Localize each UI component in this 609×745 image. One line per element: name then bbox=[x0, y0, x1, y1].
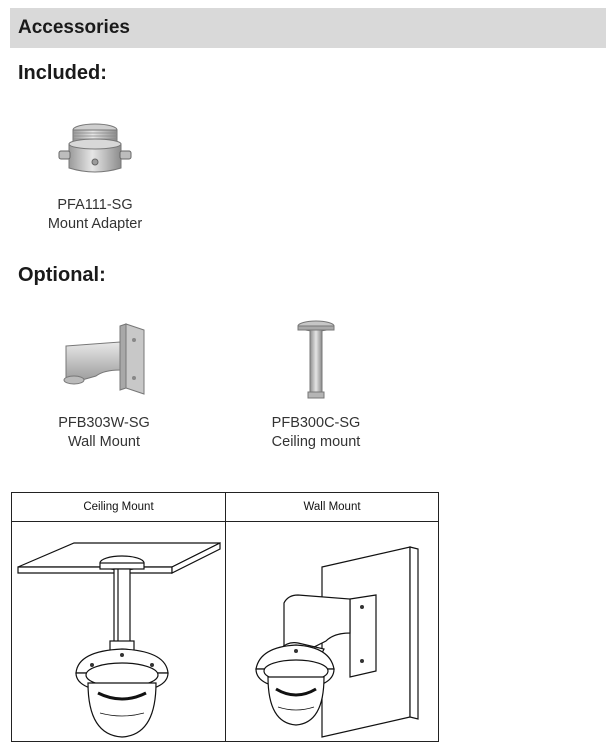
product-name: Wall Mount bbox=[68, 434, 140, 450]
included-heading: Included: bbox=[18, 62, 107, 84]
ceiling-mount-header: Ceiling Mount bbox=[12, 493, 225, 522]
product-name: Ceiling mount bbox=[271, 434, 361, 450]
product-name: Mount Adapter bbox=[47, 216, 143, 232]
product-wall-mount bbox=[44, 318, 164, 452]
section-header bbox=[10, 8, 606, 48]
ceiling-mount-drawing bbox=[12, 523, 225, 741]
product-ceiling-mount bbox=[256, 318, 376, 452]
product-mount-adapter bbox=[40, 118, 150, 234]
wall-mount-drawing bbox=[226, 523, 438, 741]
mount-adapter-icon bbox=[55, 118, 135, 190]
wall-mount-header: Wall Mount bbox=[226, 493, 438, 522]
mounting-table bbox=[11, 492, 439, 742]
wall-mount-bracket-icon bbox=[54, 318, 154, 408]
optional-heading: Optional: bbox=[18, 264, 106, 286]
ceiling-mount-pole-icon bbox=[286, 318, 346, 408]
section-title: Accessories bbox=[18, 17, 130, 38]
product-model: PFB303W-SG bbox=[58, 415, 150, 431]
product-model: PFA111-SG bbox=[57, 197, 133, 213]
product-model: PFB300C-SG bbox=[271, 415, 361, 431]
